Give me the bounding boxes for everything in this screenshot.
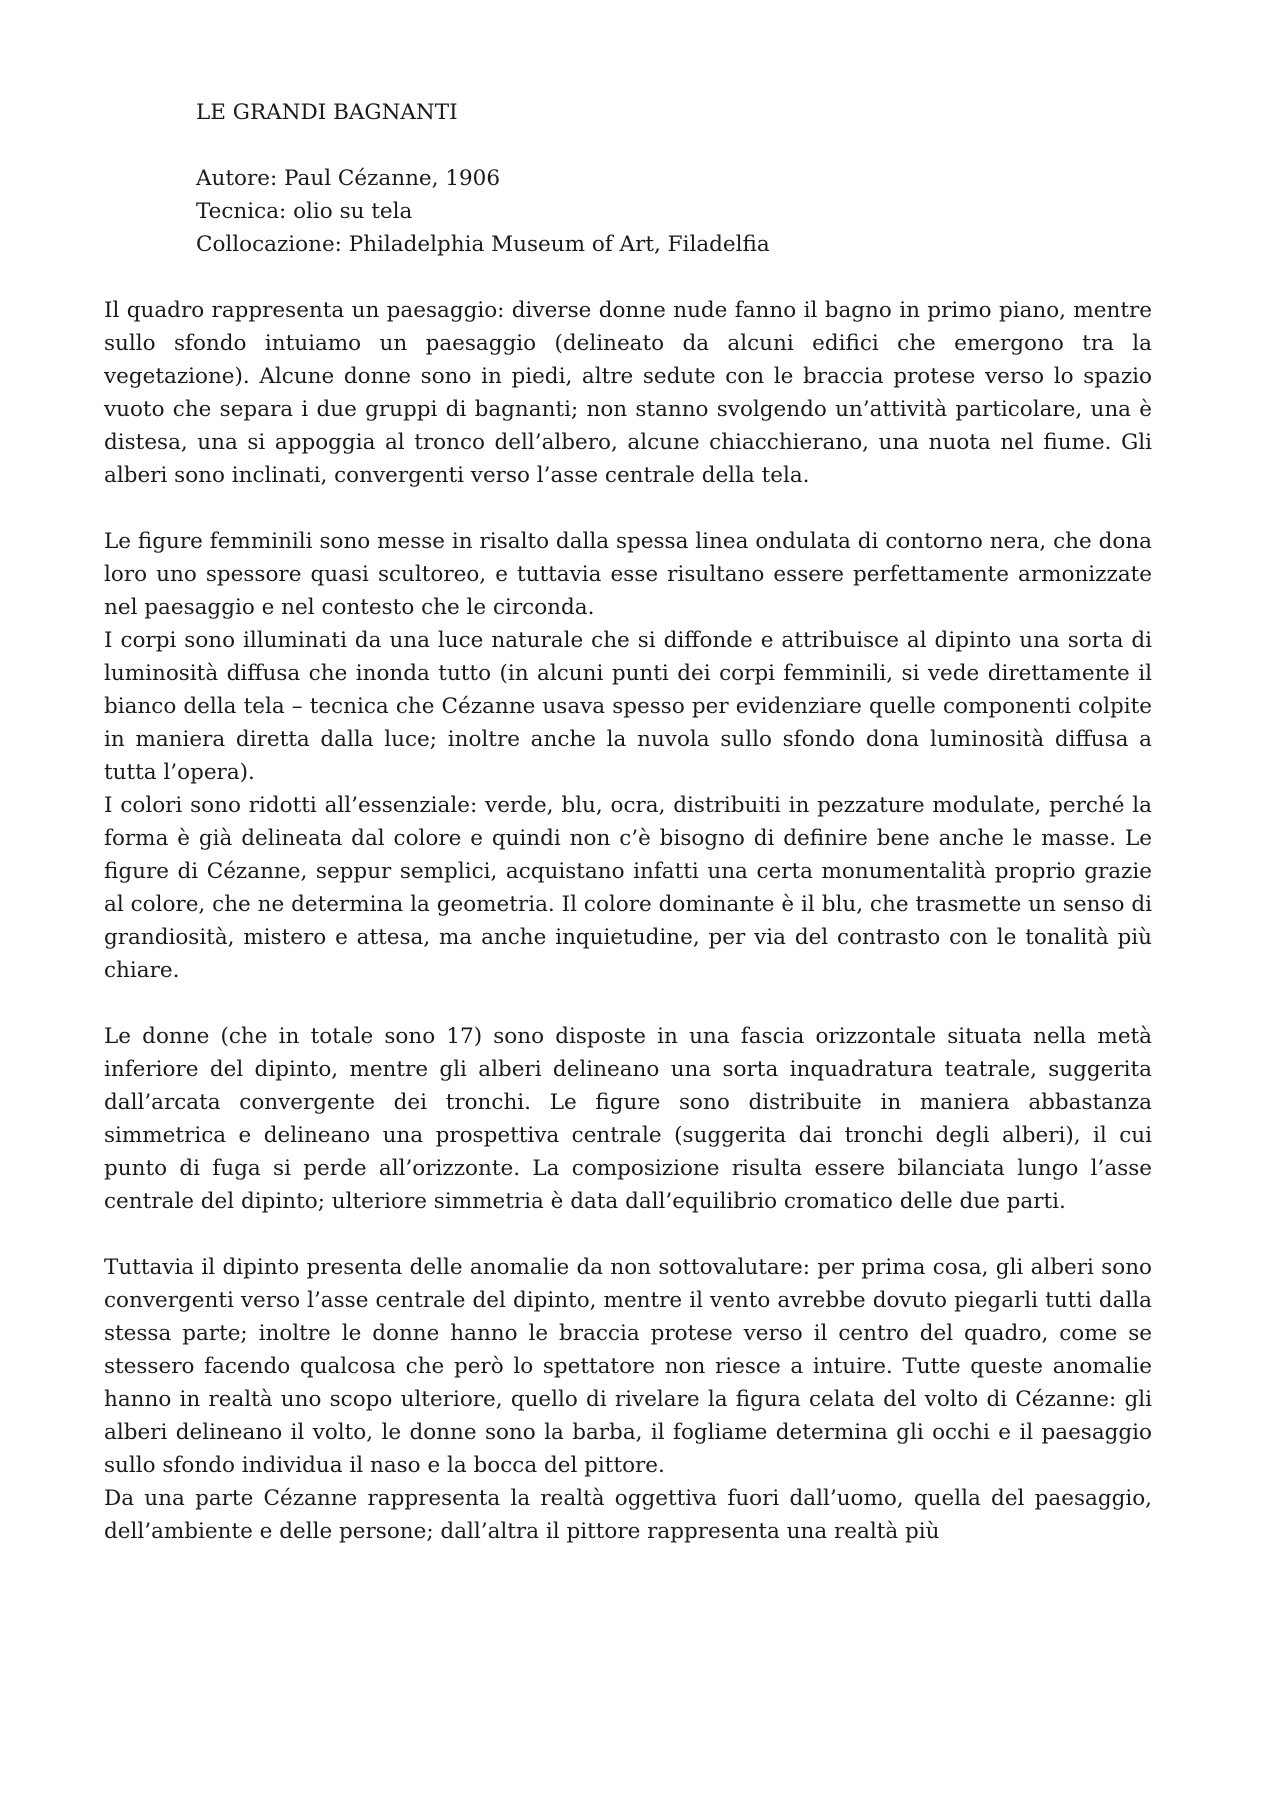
technique-line: Tecnica: olio su tela <box>196 199 413 224</box>
document-page <box>104 96 1152 1548</box>
paragraph-composition: Le donne (che in totale sono 17) sono disposte in una fascia orizzontale situata nella metà inferiore del dipinto, mentre gli alberi delineano una sorta inquadratura teatrale, suggerita dall’arcata convergente dei tronchi. Le figure sono distribuite in maniera abbastanza simmetrica e delineano una prospettiva centrale (suggerita dai tronchi degli alberi), il cui punto di fuga si perde all’orizzonte. La composizione risulta essere bilanciata lungo l’asse centrale del dipinto; ulteriore simmetria è data dall’equilibrio cromatico delle due parti. <box>104 1024 1152 1214</box>
document-header <box>196 96 1152 261</box>
document-title: LE GRANDI BAGNANTI <box>196 100 458 125</box>
location-line: Collocazione: Philadelphia Museum of Art, Filadelfia <box>196 232 770 257</box>
paragraph-anomalies: Tuttavia il dipinto presenta delle anomalie da non sottovalutare: per prima cosa, gli alberi sono convergenti verso l’asse centrale del dipinto, mentre il vento avrebbe dovuto piegarli tutti dalla stessa parte; inoltre le donne hanno le braccia protese verso il centro del quadro, come se stessero facendo qualcosa che però lo spettatore non riesce a intuire. Tutte queste anomalie hanno in realtà uno scopo ulteriore, quello di rivelare la figura celata del volto di Cézanne: gli alberi delineano il volto, le donne sono la barba, il fogliame determina gli occhi e il paesaggio sullo sfondo individua il naso e la bocca del pittore. <box>104 1255 1152 1478</box>
paragraph-colors: I colori sono ridotti all’essenziale: verde, blu, ocra, distribuiti in pezzature modulate, perché la forma è già delineata dal colore e quindi non c’è bisogno di definire bene anche le masse. Le figure di Cézanne, seppur semplici, acquistano infatti una certa monumentalità proprio grazie al colore, che ne determina la geometria. Il colore dominante è il blu, che trasmette un senso di grandiosità, mistero e attesa, ma anche inquietudine, per via del contrasto con le tonalità più chiare. <box>104 793 1152 983</box>
paragraph-figures: Le figure femminili sono messe in risalto dalla spessa linea ondulata di contorno nera, che dona loro uno spessore quasi scultoreo, e tuttavia esse risultano essere perfettamente armonizzate nel paesaggio e nel contesto che le circonda. <box>104 529 1152 620</box>
paragraph-light: I corpi sono illuminati da una luce naturale che si diffonde e attribuisce al dipinto una sorta di luminosità diffusa che inonda tutto (in alcuni punti dei corpi femminili, si vede direttamente il bianco della tela – tecnica che Cézanne usava spesso per evidenziare quelle componenti colpite in maniera diretta dalla luce; inoltre anche la nuvola sullo sfondo dona luminosità diffusa a tutta l’opera). <box>104 628 1152 785</box>
paragraph-reality: Da una parte Cézanne rappresenta la realtà oggettiva fuori dall’uomo, quella del paesaggio, dell’ambiente e delle persone; dall’altra il pittore rappresenta una realtà più <box>104 1486 1152 1544</box>
paragraph-description: Il quadro rappresenta un paesaggio: diverse donne nude fanno il bagno in primo piano, mentre sullo sfondo intuiamo un paesaggio (delineato da alcuni edifici che emergono tra la vegetazione). Alcune donne sono in piedi, altre sedute con le braccia protese verso lo spazio vuoto che separa i due gruppi di bagnanti; non stanno svolgendo un’attività particolare, una è distesa, una si appoggia al tronco dell’albero, alcune chiacchierano, una nuota nel fiume. Gli alberi sono inclinati, convergenti verso l’asse centrale della tela. <box>104 298 1152 488</box>
author-line: Autore: Paul Cézanne, 1906 <box>196 166 501 191</box>
artwork-info <box>196 162 1152 261</box>
